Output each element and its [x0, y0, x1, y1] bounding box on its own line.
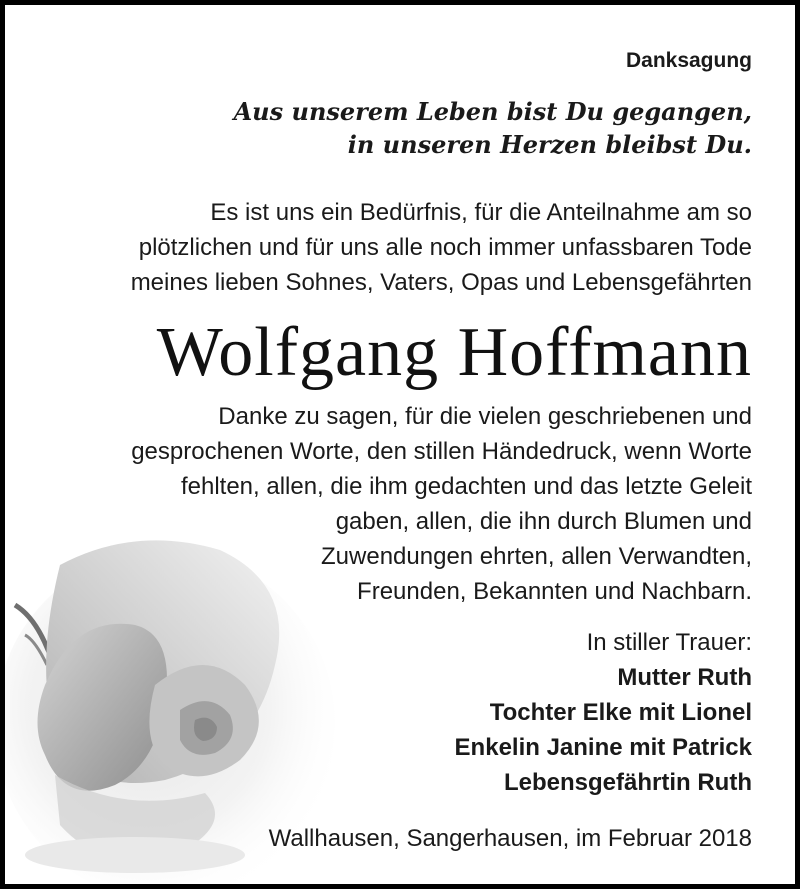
mourner-name: Tochter Elke mit Lionel [489, 699, 752, 726]
motto-line: in unseren Herzen bleibst Du. [347, 130, 752, 159]
thanks-line: Freunden, Bekannten und Nachbarn. [357, 578, 752, 605]
mourner-name: Lebensgefährtin Ruth [503, 769, 752, 796]
motto [234, 95, 752, 161]
deceased-name: Wolfgang Hoffmann [156, 314, 752, 391]
thanks-line: gesprochenen Worte, den stillen Händedruck, wenn Worte [131, 438, 752, 465]
mourning-label: In stiller Trauer: [586, 629, 752, 656]
thanks-line: fehlten, allen, die ihm gedachten und das letzte Geleit [180, 473, 752, 500]
intro-paragraph [131, 195, 752, 300]
motto-line: Aus unserem Leben bist Du gegangen, [233, 97, 752, 126]
intro-line: meines lieben Sohnes, Vaters, Opas und Lebensgefährten [130, 269, 752, 296]
intro-line: Es ist uns ein Bedürfnis, für die Anteilnahme am so [210, 199, 752, 226]
thanks-line: Zuwendungen ehrten, allen Verwandten, [321, 543, 752, 570]
thanks-line: gaben, allen, die ihn durch Blumen und [335, 508, 752, 535]
heading: Danksagung [625, 49, 752, 72]
place-date: Wallhausen, Sangerhausen, im Februar 2018 [268, 825, 752, 852]
mourner-name: Mutter Ruth [617, 664, 752, 691]
mourners-list [455, 625, 752, 800]
thanks-paragraph [131, 399, 752, 609]
intro-line: plötzlichen und für uns alle noch immer unfassbaren Tode [138, 234, 752, 261]
thanks-line: Danke zu sagen, für die vielen geschriebenen und [218, 403, 752, 430]
mourner-name: Enkelin Janine mit Patrick [454, 734, 752, 761]
